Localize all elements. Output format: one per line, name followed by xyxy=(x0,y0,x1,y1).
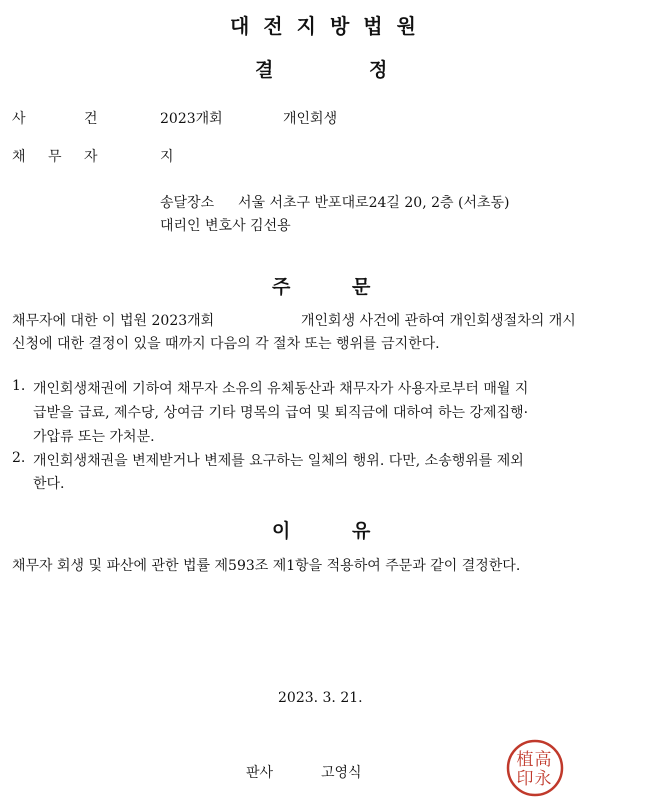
svg-text:植: 植 xyxy=(516,750,534,770)
case-number: 2023개회 xyxy=(160,111,223,127)
representative: 대리인 변호사 김선용 xyxy=(160,218,291,234)
order-intro-line1-b: 개인회생 사건에 관하여 개인회생절차의 개시 xyxy=(301,313,576,329)
svg-text:印: 印 xyxy=(516,769,534,789)
reason-text: 채무자 회생 및 파산에 관한 법률 제593조 제1항을 적용하여 주문과 같이 결정한다. xyxy=(12,558,521,574)
address-label: 송달장소 xyxy=(160,195,215,211)
case-label-char-2: 건 xyxy=(84,111,98,127)
debtor-label-char-3: 자 xyxy=(84,149,98,165)
doc-title-right: 정 xyxy=(369,59,388,81)
judge-name: 고영식 xyxy=(321,765,362,781)
svg-text:永: 永 xyxy=(534,769,552,789)
order-intro-line2: 신청에 대한 결정이 있을 때까지 다음의 각 절차 또는 행위를 금지한다. xyxy=(12,336,440,352)
debtor-label-char-1: 채 xyxy=(12,149,26,165)
order-intro-line1-a: 채무자에 대한 이 법원 2023개회 xyxy=(12,313,215,329)
order-item-1-line-3: 가압류 또는 가처분. xyxy=(33,429,155,445)
order-item-1-line-2: 급받을 급료, 제수당, 상여금 기타 명목의 급여 및 퇴직금에 대하여 하는 강제집행· xyxy=(33,405,529,421)
court-name: 대전지방법원 xyxy=(230,14,430,38)
reason-heading-left: 이 xyxy=(272,520,291,542)
case-type: 개인회생 xyxy=(283,111,338,127)
case-label-char-1: 사 xyxy=(12,111,26,127)
address-text: 서울 서초구 반포대로24길 20, 2층 (서초동) xyxy=(238,195,510,211)
order-heading-right: 문 xyxy=(352,276,371,298)
order-item-1-line-1: 개인회생채권에 기하여 채무자 소유의 유체동산과 채무자가 사용자로부터 매월 지 xyxy=(33,381,529,397)
order-item-2-line-1: 개인회생채권을 변제받거나 변제를 요구하는 일체의 행위. 다만, 소송행위를 제외 xyxy=(33,453,524,469)
doc-title-left: 결 xyxy=(255,59,274,81)
reason-heading-right: 유 xyxy=(352,520,371,542)
decision-date: 2023. 3. 21. xyxy=(278,690,363,706)
order-item-2-line-2: 한다. xyxy=(33,476,65,492)
judge-seal-icon xyxy=(505,738,565,798)
order-heading-left: 주 xyxy=(272,276,291,298)
svg-text:高: 高 xyxy=(534,750,552,770)
judge-title: 판사 xyxy=(246,765,274,781)
order-item-2-number: 2. xyxy=(12,450,26,466)
debtor-name: 지 xyxy=(160,149,174,165)
debtor-label-char-2: 무 xyxy=(48,149,62,165)
order-item-1-number: 1. xyxy=(12,378,26,394)
